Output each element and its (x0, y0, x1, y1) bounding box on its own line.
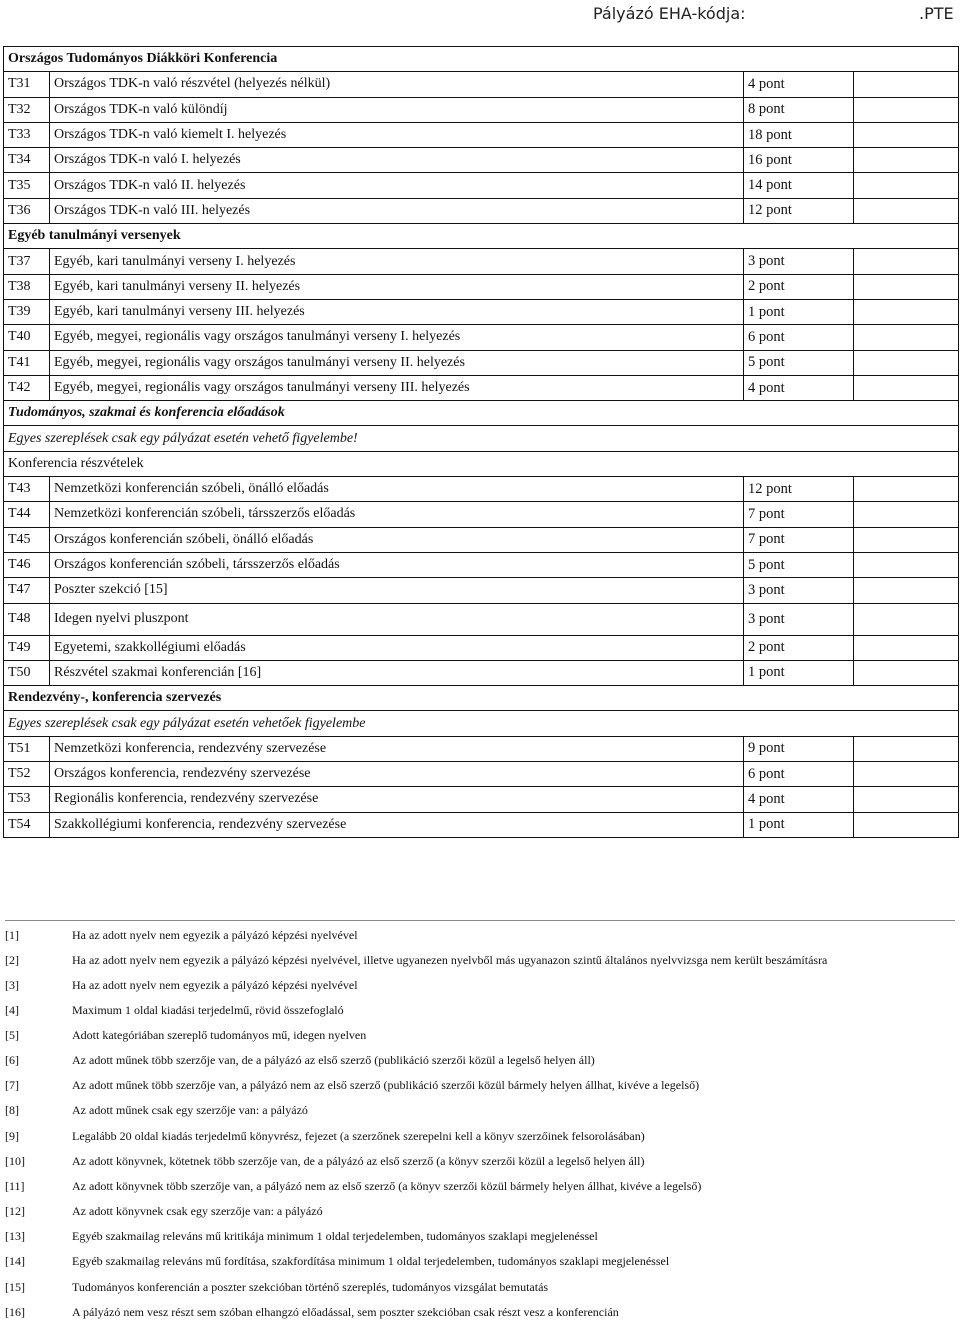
section-heading (4, 686, 959, 711)
row-points: 4 pont (744, 72, 854, 97)
row-points: 3 pont (744, 249, 854, 274)
row-points: 4 pont (744, 375, 854, 400)
footnote-number: [8] (5, 1103, 19, 1117)
row-input-cell (854, 173, 959, 198)
footnote-text: Ha az adott nyelv nem egyezik a pályázó képzési nyelvével (72, 978, 358, 992)
applicant-code-label: Pályázó EHA-kódja: (593, 4, 746, 23)
row-description: Országos TDK-n való kiemelt I. helyezés (50, 122, 744, 147)
row-input-cell (854, 527, 959, 552)
table-row (4, 527, 959, 552)
page-header (0, 2, 960, 24)
table-row (4, 299, 959, 324)
table-row (4, 552, 959, 577)
row-input-cell (854, 603, 959, 635)
row-code: T47 (4, 578, 50, 603)
row-points: 3 pont (744, 578, 854, 603)
row-description: Egyéb, megyei, regionális vagy országos tanulmányi verseny III. helyezés (50, 375, 744, 400)
table-row (4, 375, 959, 400)
row-description: Regionális konferencia, rendezvény szervezése (50, 787, 744, 812)
row-code: T39 (4, 299, 50, 324)
footnote-number: [14] (5, 1254, 25, 1268)
row-input-cell (854, 97, 959, 122)
row-code: T44 (4, 502, 50, 527)
row-points: 8 pont (744, 97, 854, 122)
row-code: T45 (4, 527, 50, 552)
footnote-text: Az adott könyvnek csak egy szerzője van: a pályázó (72, 1204, 323, 1218)
table-row (4, 97, 959, 122)
section-title: Országos Tudományos Diákköri Konferencia (4, 47, 959, 72)
row-input-cell (854, 660, 959, 685)
row-description: Poszter szekció [15] (50, 578, 744, 603)
row-points: 7 pont (744, 527, 854, 552)
row-code: T53 (4, 787, 50, 812)
row-input-cell (854, 350, 959, 375)
row-code: T42 (4, 375, 50, 400)
footnote-text: Az adott könyvnek több szerzője van, a pályázó nem az első szerző (a könyv szerzői közül bármely helyen állhat, kivéve a legelső) (72, 1179, 702, 1193)
row-points: 1 pont (744, 299, 854, 324)
row-code: T36 (4, 198, 50, 223)
row-points: 1 pont (744, 812, 854, 837)
row-code: T48 (4, 603, 50, 635)
footnote-number: [9] (5, 1129, 19, 1143)
row-input-cell (854, 552, 959, 577)
table-row (4, 350, 959, 375)
table-row (4, 72, 959, 97)
row-points: 9 pont (744, 736, 854, 761)
section-note (4, 426, 959, 451)
footnote-number: [15] (5, 1280, 25, 1294)
section-title: Tudományos, szakmai és konferencia előadások (4, 401, 959, 426)
footnote-text: Az adott műnek több szerzője van, de a pályázó az első szerző (publikáció szerzői közül a legelső helyen áll) (72, 1053, 595, 1067)
row-code: T49 (4, 635, 50, 660)
table-row (4, 578, 959, 603)
row-description: Egyéb, megyei, regionális vagy országos tanulmányi verseny II. helyezés (50, 350, 744, 375)
table-row (4, 787, 959, 812)
row-points: 14 pont (744, 173, 854, 198)
row-input-cell (854, 375, 959, 400)
footnote-text: A pályázó nem vesz részt sem szóban elhangzó előadással, sem poszter szekcióban csak részt vesz a konferencián (72, 1305, 619, 1319)
table-row (4, 762, 959, 787)
section-title: Egyéb tanulmányi versenyek (4, 224, 959, 249)
scoring-table (3, 46, 959, 838)
row-input-cell (854, 787, 959, 812)
row-input-cell (854, 502, 959, 527)
footnote-number: [3] (5, 978, 19, 992)
row-code: T38 (4, 274, 50, 299)
row-points: 1 pont (744, 660, 854, 685)
row-code: T50 (4, 660, 50, 685)
row-input-cell (854, 249, 959, 274)
footnote-text: Az adott műnek több szerzője van, a pályázó nem az első szerző (publikáció szerzői közül bármely helyen állhat, kivéve a legelső) (72, 1078, 700, 1092)
row-description: Egyéb, kari tanulmányi verseny I. helyezés (50, 249, 744, 274)
section-note (4, 711, 959, 736)
row-description: Egyéb, kari tanulmányi verseny III. helyezés (50, 299, 744, 324)
footnote-number: [2] (5, 953, 19, 967)
footnote-number: [6] (5, 1053, 19, 1067)
row-description: Országos TDK-n való II. helyezés (50, 173, 744, 198)
table-row (4, 660, 959, 685)
footnote-number: [10] (5, 1154, 25, 1168)
footnote-text: Ha az adott nyelv nem egyezik a pályázó képzési nyelvével, illetve ugyanezen nyelvből más ugyanazon szintű általános nyelvvizsga nem került beszámításra (72, 953, 828, 967)
section-heading (4, 401, 959, 426)
row-points: 2 pont (744, 274, 854, 299)
row-input-cell (854, 812, 959, 837)
table-row (4, 635, 959, 660)
row-description: Egyéb, kari tanulmányi verseny II. helyezés (50, 274, 744, 299)
table-row (4, 325, 959, 350)
row-code: T52 (4, 762, 50, 787)
row-code: T35 (4, 173, 50, 198)
section-title: Konferencia részvételek (4, 451, 959, 476)
footnote-number: [13] (5, 1229, 25, 1243)
footnote-number: [16] (5, 1305, 25, 1319)
row-description: Nemzetközi konferencián szóbeli, társszerzős előadás (50, 502, 744, 527)
table-row (4, 603, 959, 635)
row-points: 4 pont (744, 787, 854, 812)
row-input-cell (854, 299, 959, 324)
row-input-cell (854, 148, 959, 173)
table-row (4, 173, 959, 198)
row-input-cell (854, 274, 959, 299)
row-points: 16 pont (744, 148, 854, 173)
row-description: Egyéb, megyei, regionális vagy országos tanulmányi verseny I. helyezés (50, 325, 744, 350)
footnote-number: [11] (5, 1179, 25, 1193)
section-heading (4, 451, 959, 476)
row-description: Nemzetközi konferencián szóbeli, önálló előadás (50, 477, 744, 502)
footnote-text: Az adott műnek csak egy szerzője van: a pályázó (72, 1103, 308, 1117)
table-row (4, 274, 959, 299)
row-points: 5 pont (744, 552, 854, 577)
footnote-text: Tudományos konferencián a poszter szekcióban történő szereplés, tudományos vizsgálat bemutatás (72, 1280, 549, 1294)
section-note-text: Egyes szereplések csak egy pályázat esetén vehetőek figyelembe (4, 711, 959, 736)
row-points: 12 pont (744, 198, 854, 223)
row-description: Országos konferencia, rendezvény szervezése (50, 762, 744, 787)
row-description: Országos konferencián szóbeli, társszerzős előadás (50, 552, 744, 577)
footnote-number: [7] (5, 1078, 19, 1092)
table-row (4, 477, 959, 502)
footnote-number: [4] (5, 1003, 19, 1017)
row-description: Országos TDK-n való I. helyezés (50, 148, 744, 173)
section-title: Rendezvény-, konferencia szervezés (4, 686, 959, 711)
section-heading (4, 224, 959, 249)
row-points: 6 pont (744, 325, 854, 350)
row-input-cell (854, 198, 959, 223)
footnote-text: Ha az adott nyelv nem egyezik a pályázó képzési nyelvével (72, 928, 358, 942)
table-row (4, 812, 959, 837)
footnote-text: Az adott könyvnek, kötetnek több szerzője van, de a pályázó az első szerző (a könyv szerzői közül a legelső helyen áll) (72, 1154, 645, 1168)
footnote-text: Adott kategóriában szereplő tudományos mű, idegen nyelven (72, 1028, 367, 1042)
section-heading (4, 47, 959, 72)
row-input-cell (854, 122, 959, 147)
section-note-text: Egyes szereplések csak egy pályázat esetén vehető figyelembe! (4, 426, 959, 451)
row-code: T40 (4, 325, 50, 350)
table-row (4, 198, 959, 223)
footnote-text: Legalább 20 oldal kiadás terjedelmű könyvrész, fejezet (a szerzőnek szerepelni kell a könyv szerzőinek felsorolásában) (72, 1129, 645, 1143)
footnote-number: [12] (5, 1204, 25, 1218)
row-input-cell (854, 762, 959, 787)
row-code: T51 (4, 736, 50, 761)
footnote-divider (5, 920, 955, 921)
row-description: Országos konferencián szóbeli, önálló előadás (50, 527, 744, 552)
footnote-text: Egyéb szakmailag releváns mű fordítása, szakfordítása minimum 1 oldal terjedelemben, tudományos szaklapi megjelenéssel (72, 1254, 670, 1268)
table-row (4, 148, 959, 173)
row-code: T33 (4, 122, 50, 147)
row-code: T32 (4, 97, 50, 122)
row-code: T37 (4, 249, 50, 274)
row-code: T41 (4, 350, 50, 375)
row-input-cell (854, 736, 959, 761)
row-description: Szakkollégiumi konferencia, rendezvény szervezése (50, 812, 744, 837)
table-row (4, 736, 959, 761)
table-row (4, 249, 959, 274)
row-code: T34 (4, 148, 50, 173)
row-input-cell (854, 477, 959, 502)
footnote-number: [1] (5, 928, 19, 942)
footnote-text: Egyéb szakmailag releváns mű kritikája minimum 1 oldal terjedelemben, tudományos szaklapi megjelenéssel (72, 1229, 598, 1243)
row-points: 5 pont (744, 350, 854, 375)
row-description: Részvétel szakmai konferencián [16] (50, 660, 744, 685)
row-points: 6 pont (744, 762, 854, 787)
row-description: Országos TDK-n való részvétel (helyezés nélkül) (50, 72, 744, 97)
row-input-cell (854, 635, 959, 660)
row-points: 3 pont (744, 603, 854, 635)
row-input-cell (854, 72, 959, 97)
row-input-cell (854, 578, 959, 603)
row-code: T46 (4, 552, 50, 577)
row-description: Egyetemi, szakkollégiumi előadás (50, 635, 744, 660)
footnote-text: Maximum 1 oldal kiadási terjedelmű, rövid összefoglaló (72, 1003, 344, 1017)
row-points: 7 pont (744, 502, 854, 527)
institution-code: .PTE (919, 4, 954, 23)
row-description: Nemzetközi konferencia, rendezvény szervezése (50, 736, 744, 761)
row-points: 12 pont (744, 477, 854, 502)
row-points: 2 pont (744, 635, 854, 660)
row-code: T43 (4, 477, 50, 502)
row-input-cell (854, 325, 959, 350)
row-points: 18 pont (744, 122, 854, 147)
table-row (4, 122, 959, 147)
row-code: T31 (4, 72, 50, 97)
row-description: Idegen nyelvi pluszpont (50, 603, 744, 635)
row-code: T54 (4, 812, 50, 837)
row-description: Országos TDK-n való különdíj (50, 97, 744, 122)
row-description: Országos TDK-n való III. helyezés (50, 198, 744, 223)
footnote-number: [5] (5, 1028, 19, 1042)
table-row (4, 502, 959, 527)
